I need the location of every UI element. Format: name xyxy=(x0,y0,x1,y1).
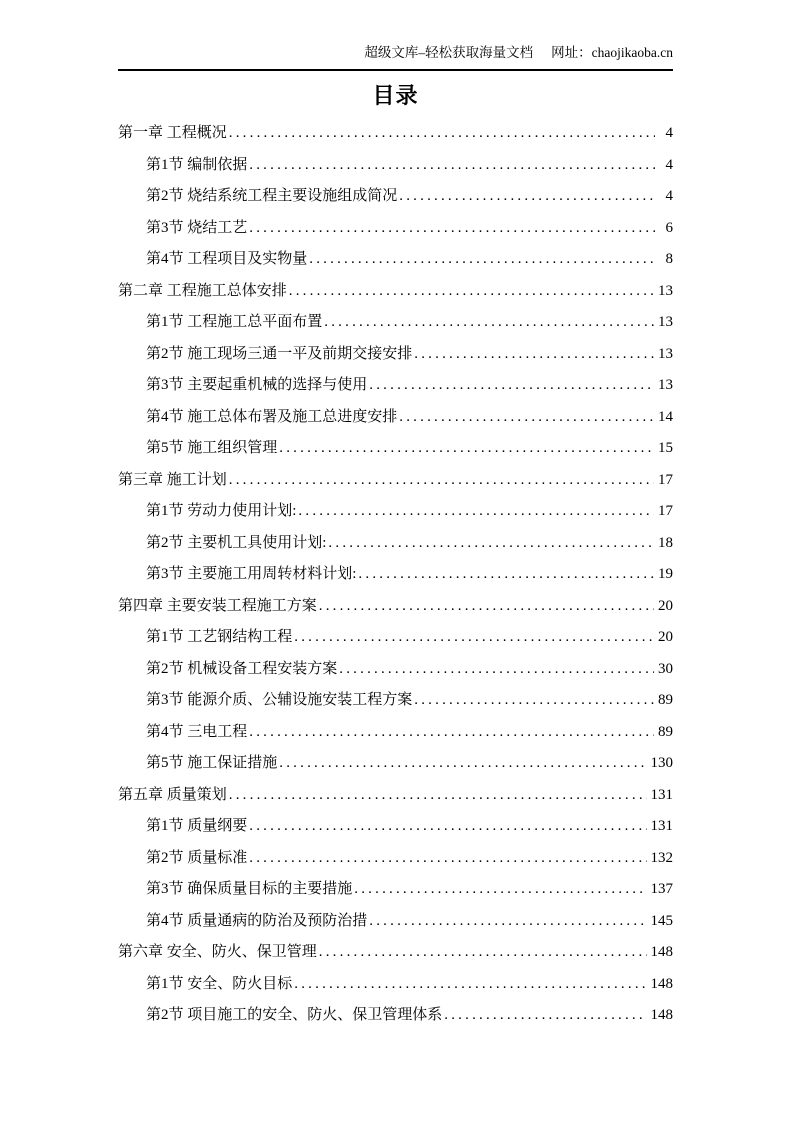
toc-entry-label: 第1节 劳动力使用计划: xyxy=(146,503,297,519)
toc-entry-label: 第1节 编制依据 xyxy=(146,156,248,173)
toc-entry-section[interactable] xyxy=(118,843,673,875)
toc-page-number: 13 xyxy=(658,345,673,362)
toc-entry-section[interactable] xyxy=(118,370,673,402)
toc-page-number: 132 xyxy=(650,849,673,866)
toc-entry-label: 第2节 烧结系统工程主要设施组成简况 xyxy=(146,188,398,204)
toc-entry-label: 第四章 主要安装工程施工方案 xyxy=(118,597,317,614)
toc-entry-chapter-1[interactable] xyxy=(118,118,673,150)
toc-page-number: 13 xyxy=(658,282,673,299)
toc-page-number: 145 xyxy=(650,912,673,929)
toc-page-number: 17 xyxy=(658,503,673,519)
toc-entry-label: 第2节 质量标准 xyxy=(146,849,248,866)
toc-dot-leader xyxy=(249,213,655,245)
toc-dot-leader xyxy=(369,370,654,402)
toc-dot-leader xyxy=(249,811,646,843)
toc-entry-label: 第五章 质量策划 xyxy=(118,786,227,803)
toc-entry-label: 第2节 施工现场三通一平及前期交接安排 xyxy=(146,345,413,362)
toc-page-number: 148 xyxy=(650,944,673,960)
toc-page-number: 4 xyxy=(665,156,673,173)
toc-page-number: 13 xyxy=(658,377,673,393)
toc-entry-label: 第二章 工程施工总体安排 xyxy=(118,282,287,299)
toc-entry-section[interactable] xyxy=(118,181,673,213)
toc-page-number: 4 xyxy=(665,125,673,141)
toc-entry-section[interactable] xyxy=(118,150,673,182)
toc-dot-leader xyxy=(229,465,654,497)
toc-page-number: 89 xyxy=(658,723,673,740)
toc-page-number: 8 xyxy=(665,251,673,267)
toc-page-number: 148 xyxy=(650,975,673,992)
toc-page-number: 13 xyxy=(658,314,673,330)
toc-entry-label: 第1节 安全、防火目标 xyxy=(146,975,293,992)
toc-page-number: 4 xyxy=(665,188,673,204)
toc-dot-leader xyxy=(444,1000,646,1032)
toc-page-number: 130 xyxy=(650,755,673,771)
toc-dot-leader xyxy=(354,874,646,906)
toc-entry-label: 第3节 主要起重机械的选择与使用 xyxy=(146,377,368,393)
toc-entry-label: 第3节 能源介质、公辅设施安装工程方案 xyxy=(146,692,413,708)
toc-page-number: 15 xyxy=(658,440,673,456)
toc-dot-leader xyxy=(249,150,655,182)
toc-entry-label: 第一章 工程概况 xyxy=(118,125,227,141)
toc-entry-section[interactable] xyxy=(118,906,673,938)
toc-entry-section[interactable] xyxy=(118,622,673,654)
toc-dot-leader xyxy=(414,685,654,717)
toc-entry-section[interactable] xyxy=(118,874,673,906)
toc-page-number: 30 xyxy=(658,660,673,677)
toc-dot-leader xyxy=(279,433,654,465)
toc-entry-chapter-6[interactable] xyxy=(118,937,673,969)
toc-dot-leader xyxy=(339,654,654,686)
toc-dot-leader xyxy=(399,181,655,213)
toc-entry-section[interactable] xyxy=(118,811,673,843)
toc-entry-section[interactable] xyxy=(118,307,673,339)
toc-dot-leader xyxy=(414,339,654,371)
toc-dot-leader xyxy=(309,244,655,276)
toc-entry-label: 第4节 施工总体布署及施工总进度安排 xyxy=(146,408,398,425)
toc-entry-section[interactable] xyxy=(118,654,673,686)
header-site-name: 超级文库–轻松获取海量文档 xyxy=(364,45,534,60)
toc-entry-section[interactable] xyxy=(118,402,673,434)
toc-entry-label: 第5节 施工组织管理 xyxy=(146,440,278,456)
toc-dot-leader xyxy=(289,276,654,308)
toc-page-number: 19 xyxy=(658,566,673,582)
toc-entry-label: 第3节 烧结工艺 xyxy=(146,219,248,236)
toc-dot-leader xyxy=(319,937,647,969)
table-of-contents xyxy=(118,118,673,1032)
toc-dot-leader xyxy=(249,843,646,875)
toc-entry-section[interactable] xyxy=(118,528,673,560)
toc-dot-leader xyxy=(279,748,646,780)
toc-entry-section[interactable] xyxy=(118,496,673,528)
header-rule xyxy=(118,69,673,71)
toc-entry-label: 第4节 三电工程 xyxy=(146,723,248,740)
toc-entry-section[interactable] xyxy=(118,685,673,717)
toc-page-number: 6 xyxy=(665,219,673,236)
toc-entry-section[interactable] xyxy=(118,339,673,371)
page-title: 目录 xyxy=(372,83,419,108)
toc-entry-chapter-3[interactable] xyxy=(118,465,673,497)
toc-dot-leader xyxy=(369,906,646,938)
toc-entry-label: 第六章 安全、防火、保卫管理 xyxy=(118,944,317,960)
header-site-url: 网址：chaojikaoba.cn xyxy=(551,45,673,60)
toc-entry-label: 第3节 确保质量目标的主要措施 xyxy=(146,881,353,897)
toc-entry-label: 第1节 工程施工总平面布置 xyxy=(146,314,323,330)
toc-entry-section[interactable] xyxy=(118,969,673,1001)
toc-dot-leader xyxy=(249,717,654,749)
toc-page-number: 148 xyxy=(650,1007,673,1023)
toc-dot-leader xyxy=(324,307,654,339)
toc-dot-leader xyxy=(319,591,654,623)
toc-entry-label: 第2节 机械设备工程安装方案 xyxy=(146,660,338,677)
toc-page-number: 17 xyxy=(658,471,673,488)
toc-entry-section[interactable] xyxy=(118,1000,673,1032)
toc-entry-section[interactable] xyxy=(118,213,673,245)
toc-dot-leader xyxy=(328,528,654,560)
toc-dot-leader xyxy=(229,780,647,812)
toc-entry-chapter-2[interactable] xyxy=(118,276,673,308)
toc-entry-label: 第3节 主要施工用周转材料计划: xyxy=(146,566,357,582)
toc-entry-label: 第5节 施工保证措施 xyxy=(146,755,278,771)
toc-entry-label: 第4节 工程项目及实物量 xyxy=(146,251,308,267)
toc-entry-chapter-4[interactable] xyxy=(118,591,673,623)
toc-page-number: 20 xyxy=(658,597,673,614)
toc-entry-chapter-5[interactable] xyxy=(118,780,673,812)
toc-entry-label: 第2节 项目施工的安全、防火、保卫管理体系 xyxy=(146,1007,443,1023)
toc-page-number: 14 xyxy=(658,408,673,425)
toc-entry-section[interactable] xyxy=(118,748,673,780)
page-header xyxy=(118,44,673,62)
toc-entry-label: 第2节 主要机工具使用计划: xyxy=(146,534,327,551)
toc-entry-section[interactable] xyxy=(118,244,673,276)
toc-dot-leader xyxy=(229,118,655,150)
toc-dot-leader xyxy=(298,496,654,528)
toc-entry-label: 第1节 工艺钢结构工程 xyxy=(146,629,293,645)
toc-page-number: 131 xyxy=(650,786,673,803)
toc-entry-section[interactable] xyxy=(118,433,673,465)
toc-entry-section[interactable] xyxy=(118,717,673,749)
toc-page-number: 89 xyxy=(658,692,673,708)
toc-entry-label: 第4节 质量通病的防治及预防治措 xyxy=(146,912,368,929)
toc-page-number: 137 xyxy=(650,881,673,897)
toc-entry-label: 第1节 质量纲要 xyxy=(146,818,248,834)
toc-dot-leader xyxy=(358,559,654,591)
toc-entry-section[interactable] xyxy=(118,559,673,591)
toc-page-number: 18 xyxy=(658,534,673,551)
toc-dot-leader xyxy=(399,402,654,434)
toc-dot-leader xyxy=(294,622,654,654)
toc-dot-leader xyxy=(294,969,646,1001)
toc-entry-label: 第三章 施工计划 xyxy=(118,471,227,488)
toc-page-number: 131 xyxy=(650,818,673,834)
toc-page-number: 20 xyxy=(658,629,673,645)
